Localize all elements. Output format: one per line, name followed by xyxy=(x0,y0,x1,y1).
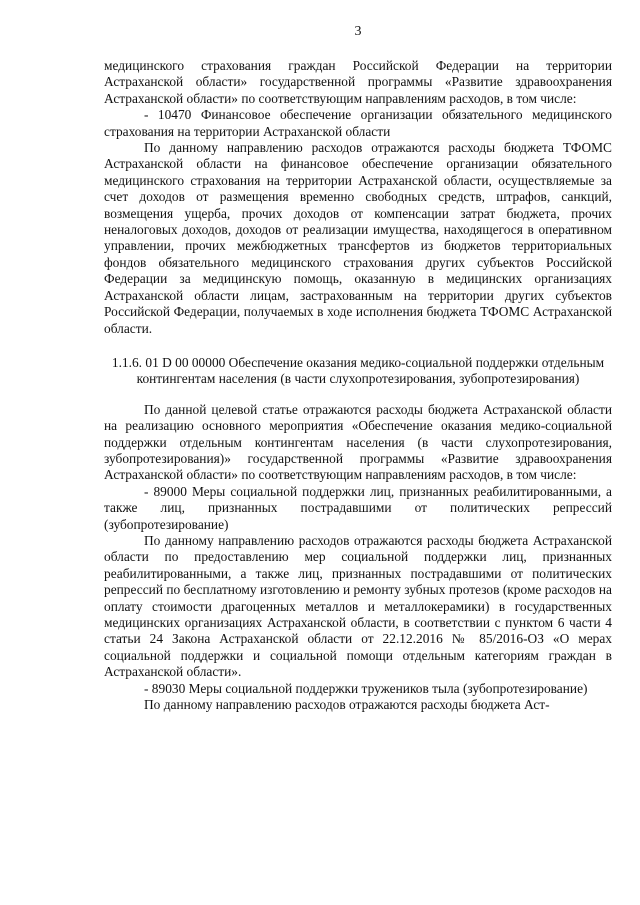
paragraph-continuation: медицинского страхования граждан Российской Федерации на территории Астраханской области» государственной программы «Развитие здравоохранения Астраханской области» по соответствующим направлениям расходов, в том числе: xyxy=(104,58,612,106)
item-89030: - 89030 Меры социальной поддержки тружеников тыла (зубопротезирование) xyxy=(144,680,588,696)
paragraph-intro: По данной целевой статье отражаются расходы бюджета Астраханской области на реализацию основного мероприятия «Обеспечение оказания медико-социальной поддержки отдельным контингентам населения (в части слухопротезирования, зубопротезирования)» государственной программы «Развитие здравоохранения Астраханской области» по соответствующим направлениям расходов, в том числе: xyxy=(104,401,612,483)
page-number: 3 xyxy=(354,24,362,39)
paragraph-10470: По данному направлению расходов отражаются расходы бюджета ТФОМС Астраханской области на финансовое обеспечение организации обязательного медицинского страхования на территории Астраханской области, осуществляемые за счет доходов от размещения временно свободных средств, штрафов, санкций, возмещения ущерба, прочих доходов от компенсации затрат бюджета, прочих неналоговых доходов, доходов от реализации имущества, находящегося в оперативном управлении, прочих межбюджетных трансфертов из бюджетов территориальных фондов обязательного медицинского страхования других субъектов Российской Федерации за медицинскую помощь, оказанную в медицинских организациях Астраханской области лицам, застрахованным на территории других субъектов Российской Федерации, получаемых в ходе исполнения бюджета ТФОМС Астраханской области. xyxy=(104,140,612,336)
paragraph-89000: По данному направлению расходов отражаются расходы бюджета Астраханской области по предоставлению мер социальной поддержки лиц, признанных реабилитированными, а также лиц, признанных пострадавшими от политических репрессий по бесплатному изготовлению и ремонту зубных протезов (кроме расходов на оплату стоимости драгоценных металлов и металлокерамики) в государственных медицинских организациях Астраханской области, в соответствии с пунктом 6 части 4 статьи 24 Закона Астраханской области от 22.12.2016 № 85/2016-ОЗ «О мерах социальной поддержки и социальной помощи отдельным категориям граждан в Астраханской области». xyxy=(104,532,612,680)
document-page xyxy=(104,24,612,713)
item-89000: - 89000 Меры социальной поддержки лиц, признанных реабилитированными, а также лиц, признанных пострадавшими от политических репрессий (зубопротезирование) xyxy=(104,483,612,532)
paragraph-89030: По данному направлению расходов отражаются расходы бюджета Аст- xyxy=(144,697,550,713)
section-heading: 1.1.6. 01 D 00 00000 Обеспечение оказания медико-социальной поддержки отдельным контингентам населения (в части слухопротезирования, зубопротезирования) xyxy=(111,354,605,387)
item-10470: - 10470 Финансовое обеспечение организации обязательного медицинского страхования на территории Астраханской области xyxy=(104,107,612,139)
